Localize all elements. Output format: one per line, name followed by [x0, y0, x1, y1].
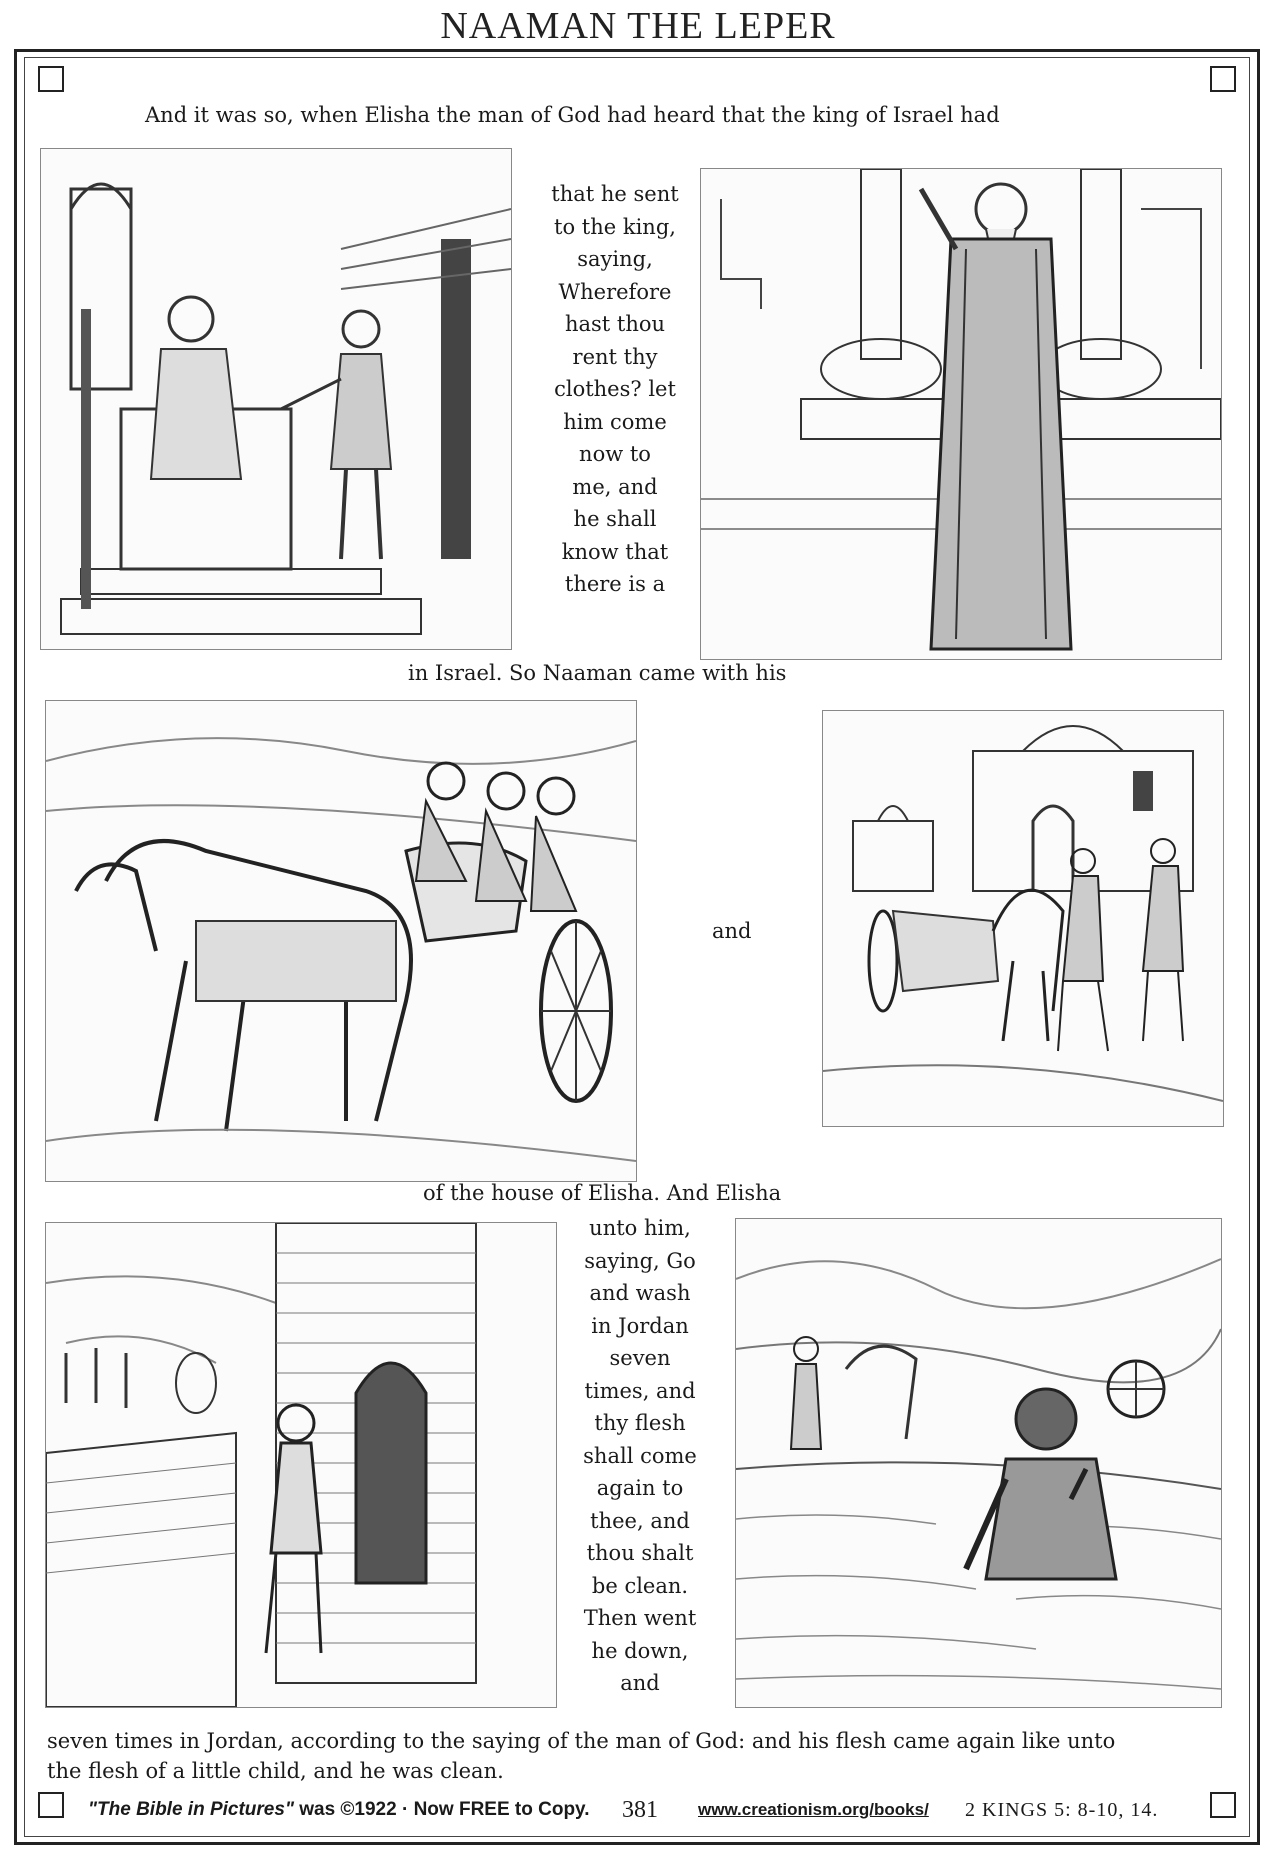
verse-col2-line: saying, Go — [584, 1248, 696, 1273]
verse-column-1 — [530, 178, 700, 601]
verse-column-2 — [565, 1212, 715, 1700]
verse-line-2: in Israel. So Naaman came with his — [408, 661, 787, 685]
messenger-at-door-drawing — [46, 1223, 556, 1707]
verse-col1-line: saying, — [577, 247, 653, 271]
verse-col1-line: to the king, — [554, 214, 676, 239]
page-title: NAAMAN THE LEPER — [440, 5, 836, 47]
corner-ornament-bottom-right — [1210, 1792, 1236, 1818]
scripture-reference: 2 KINGS 5: 8-10, 14. — [965, 1799, 1159, 1821]
book-title: "The Bible in Pictures" — [88, 1799, 294, 1820]
corner-ornament-top-left — [38, 66, 64, 92]
king-throne-illustration — [40, 148, 512, 650]
chariot-at-house-drawing — [823, 711, 1223, 1126]
prophet-elisha-illustration — [700, 168, 1222, 660]
chariot-horses-illustration — [45, 700, 637, 1182]
verse-col1-line: there is a — [564, 572, 666, 596]
verse-line-1: And it was so, when Elisha the man of God had heard that the king of Israel had — [145, 103, 1000, 127]
verse-line-5: the flesh of a little child, and he was clean. — [47, 1759, 504, 1783]
verse-col1-line: clothes? let — [554, 377, 676, 401]
verse-col2-line: in Jordan — [591, 1313, 689, 1338]
verse-col1-line: me, and — [572, 474, 658, 499]
verse-line-3: of the house of Elisha. And Elisha — [423, 1181, 782, 1205]
verse-col2-line: again to — [596, 1476, 684, 1500]
messenger-at-door-illustration — [45, 1222, 557, 1708]
corner-ornament-bottom-left — [38, 1792, 64, 1818]
verse-col1-line: him come — [563, 409, 667, 434]
verse-col1-line: now to — [579, 442, 651, 466]
verse-col2-line: he down, — [591, 1638, 689, 1663]
verse-col2-line: be clean. — [591, 1573, 689, 1598]
verse-line-4: seven times in Jordan, according to the saying of the man of God: and his flesh came again like unto — [47, 1729, 1116, 1753]
verse-col1-line: rent thy — [572, 344, 658, 369]
verse-col2-line: thou shalt — [586, 1541, 694, 1565]
verse-col2-line: and wash — [589, 1281, 691, 1305]
chariot-at-house-illustration — [822, 710, 1224, 1127]
verse-col2-line: and — [620, 1671, 660, 1695]
corner-ornament-top-right — [1210, 66, 1236, 92]
copyright-notice — [88, 1796, 590, 1824]
verse-col2-line: unto him, — [589, 1216, 691, 1240]
verse-col2-line: thy flesh — [594, 1411, 686, 1435]
prophet-elisha-drawing — [701, 169, 1221, 659]
king-throne-drawing — [41, 149, 511, 649]
verse-col1-line: hast thou — [564, 312, 666, 336]
copyright-text: was ©1922 · Now FREE to Copy. — [293, 1799, 590, 1820]
verse-col2-line: thee, and — [590, 1508, 690, 1533]
middle-word-and: and — [712, 919, 752, 943]
chariot-horses-drawing — [46, 701, 636, 1181]
verse-col2-line: times, and — [584, 1378, 696, 1403]
verse-col1-line: know that — [561, 539, 669, 564]
verse-col2-line: seven — [609, 1346, 671, 1370]
website-link[interactable]: www.creationism.org/books/ — [698, 1800, 929, 1819]
verse-col1-line: Wherefore — [558, 279, 672, 304]
verse-col1-line: that he sent — [551, 182, 679, 206]
washing-in-jordan-illustration — [735, 1218, 1222, 1708]
verse-col2-line: Then went — [583, 1606, 697, 1630]
verse-col1-line: he shall — [573, 507, 657, 531]
washing-in-jordan-drawing — [736, 1219, 1221, 1707]
page-number: 381 — [622, 1797, 658, 1823]
verse-col2-line: shall come — [583, 1443, 697, 1468]
